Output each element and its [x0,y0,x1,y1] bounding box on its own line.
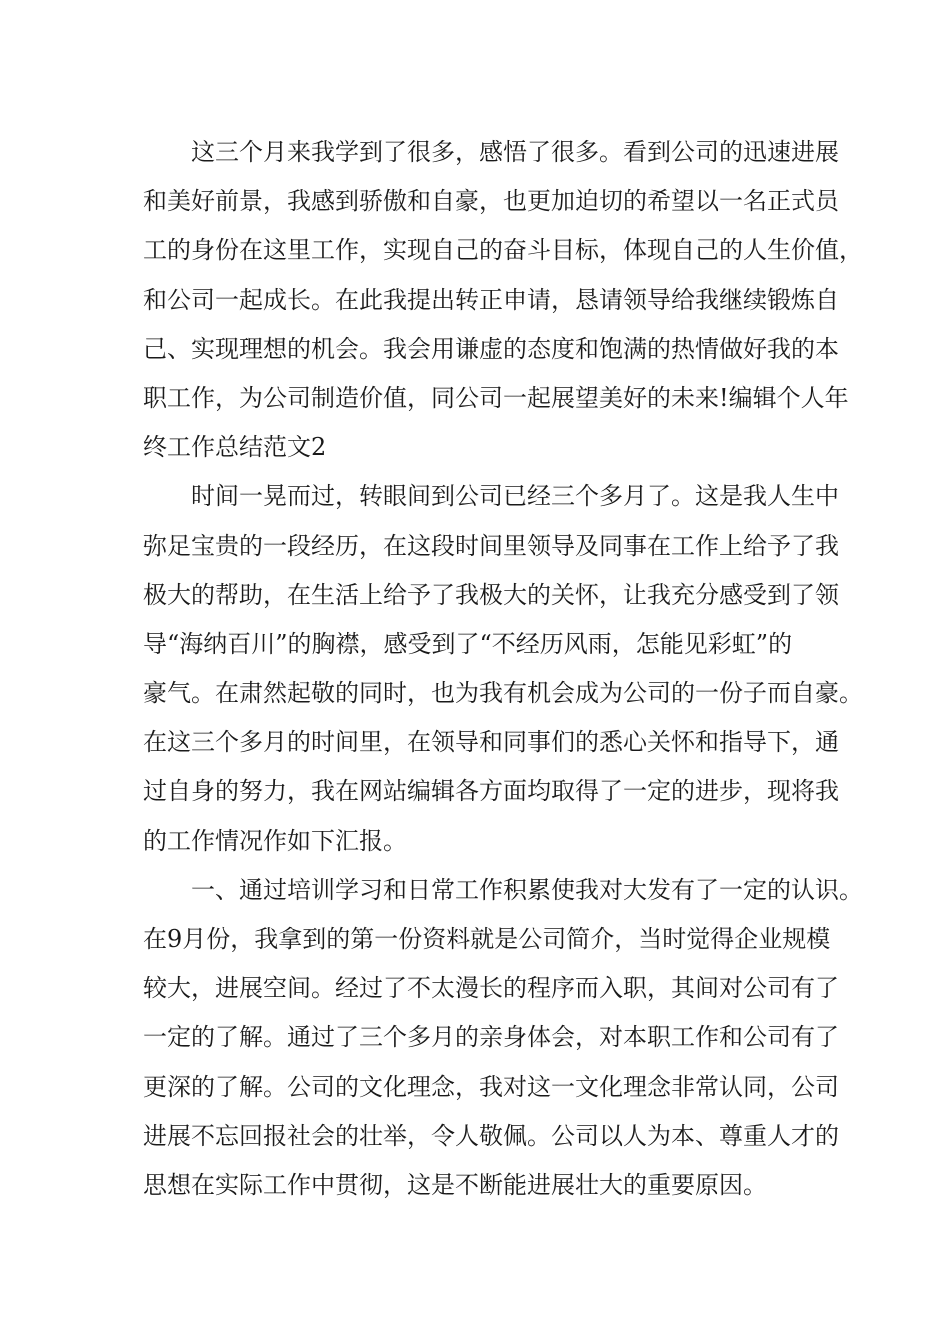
text-line: 过自身的努力，我在网站编辑各方面均取得了一定的进步，现将我 [143,777,839,806]
text-line: 较大，进展空间。经过了不太漫长的程序而入职，其间对公司有了 [143,974,839,1003]
text-line: 在9月份，我拿到的第一份资料就是公司简介，当时觉得企业规模 [143,925,831,953]
text-line: 弥足宝贵的一段经历，在这段时间里领导及同事在工作上给予了我 [143,531,839,560]
text-line: 一定的了解。通过了三个多月的亲身体会，对本职工作和公司有了 [143,1023,839,1052]
text-line: 时间一晃而过，转眼间到公司已经三个多月了。这是我人生中 [191,482,839,511]
paragraph-1 [143,128,863,472]
text-line: 己、实现理想的机会。我会用谦虚的态度和饱满的热情做好我的本 [143,334,839,363]
text-line: 的工作情况作如下汇报。 [143,826,407,855]
text-line: 豪气。在肃然起敬的同时，也为我有机会成为公司的一份子而自豪。 [143,679,863,708]
text-line: 思想在实际工作中贯彻，这是不断能进展壮大的重要原因。 [143,1170,767,1199]
paragraph-2 [143,472,863,866]
text-line: 一、通过培训学习和日常工作积累使我对大发有了一定的认识。 [191,875,863,904]
text-line: 导“海纳百川”的胸襟，感受到了“不经历风雨，怎能见彩虹”的 [143,629,793,658]
text-line: 在这三个多月的时间里，在领导和同事们的悉心关怀和指导下，通 [143,728,839,757]
text-line: 工的身份在这里工作，实现自己的奋斗目标，体现自己的人生价值， [143,236,863,265]
text-line: 终工作总结范文2 [143,433,327,462]
text-line: 更深的了解。公司的文化理念，我对这一文化理念非常认同，公司 [143,1072,839,1101]
paragraph-3 [143,866,863,1210]
text-line: 进展不忘回报社会的壮举，令人敬佩。公司以人为本、尊重人才的 [143,1121,839,1150]
text-line: 极大的帮助，在生活上给予了我极大的关怀，让我充分感受到了领 [143,580,839,609]
text-line: 职工作，为公司制造价值，同公司一起展望美好的未来!编辑个人年 [143,383,849,412]
text-line: 和公司一起成长。在此我提出转正申请，恳请领导给我继续锻炼自 [143,285,839,314]
text-line: 和美好前景，我感到骄傲和自豪，也更加迫切的希望以一名正式员 [143,187,839,216]
text-line: 这三个月来我学到了很多，感悟了很多。看到公司的迅速进展 [191,138,839,166]
document-body [143,128,863,1210]
